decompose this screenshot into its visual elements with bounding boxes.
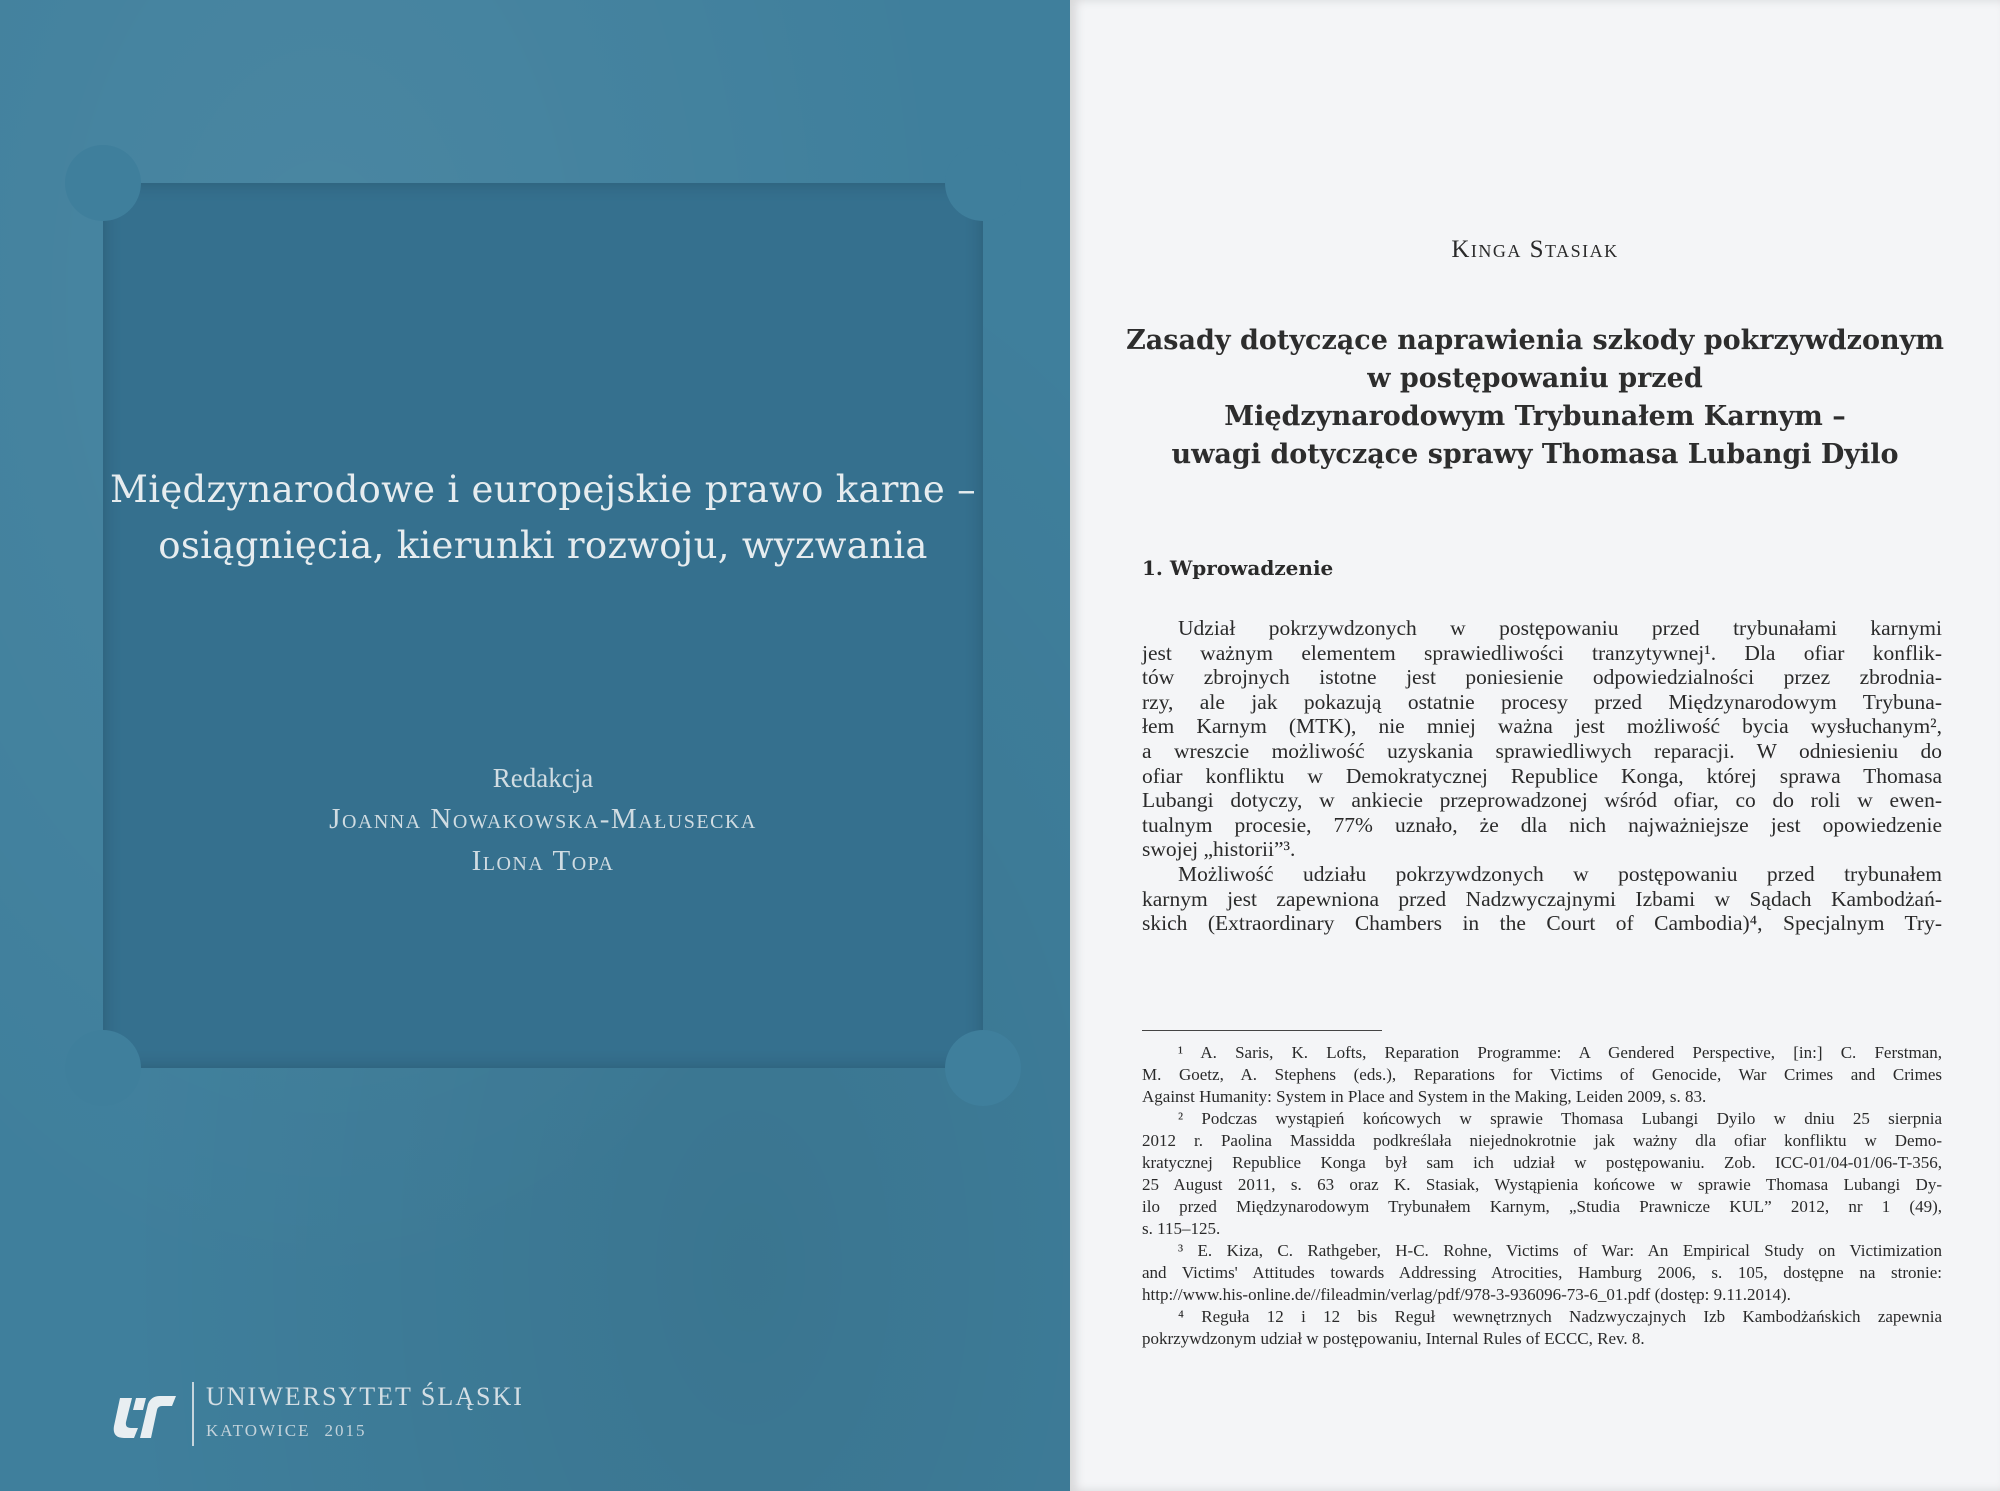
footnote-line: ilo przed Międzynarodowym Trybunałem Karnym, „Studia Prawnicze KUL” 2012, nr 1 (49), xyxy=(1142,1197,1942,1216)
body-line: Udział pokrzywdzonych w postępowaniu przed trybunałami karnymi xyxy=(1178,616,1942,640)
footnote-line: ⁴ Reguła 12 i 12 bis Reguł wewnętrznych Nadzwyczajnych Izb Kambodżańskich zapewnia xyxy=(1178,1307,1942,1326)
publisher-block xyxy=(110,1378,590,1448)
publisher-city: KATOWICE xyxy=(206,1421,311,1440)
publisher-name: UNIWERSYTET ŚLĄSKI xyxy=(206,1382,524,1411)
panel-corner-notch xyxy=(945,1030,1021,1106)
footnote-line: 2012 r. Paolina Massidda podkreślała niejednokrotnie jak ważny dla ofiar konfliktu w Demo- xyxy=(1142,1131,1942,1150)
footnote-separator xyxy=(1142,1030,1382,1031)
footnotes xyxy=(1142,1042,1942,1350)
footnote-line: ¹ A. Saris, K. Lofts, Reparation Programme: A Gendered Perspective, [in:] C. Ferstman, xyxy=(1178,1043,1942,1062)
footnote-line: and Victims' Attitudes towards Addressing Atrocities, Hamburg 2006, s. 105, dostępne na stronie: xyxy=(1142,1263,1942,1282)
body-line: karnym jest zapewniona przed Nadzwyczajnymi Izbami w Sądach Kambodżań- xyxy=(1142,886,1942,911)
footnote-line: M. Goetz, A. Stephens (eds.), Reparations for Victims of Genocide, War Crimes and Crimes xyxy=(1142,1065,1942,1084)
panel-corner-notch xyxy=(65,145,141,221)
cover-title-line: Międzynarodowe i europejskie prawo karne – xyxy=(110,468,976,511)
article-title-line: uwagi dotyczące sprawy Thomasa Lubangi Dyilo xyxy=(1171,439,1899,470)
publisher-divider xyxy=(192,1382,194,1446)
footnote-line: ³ E. Kiza, C. Rathgeber, H-C. Rohne, Victims of War: An Empirical Study on Victimization xyxy=(1178,1241,1942,1260)
panel-corner-notch xyxy=(945,145,1021,221)
article-title-line: w postępowaniu przed xyxy=(1367,363,1703,394)
body-line: skich (Extraordinary Chambers in the Court of Cambodia)⁴, Specjalnym Try- xyxy=(1142,911,1942,936)
footnote-line: s. 115–125. xyxy=(1142,1219,1221,1238)
cover-editors xyxy=(103,758,983,882)
article-author: Kinga Stasiak xyxy=(1451,236,1619,263)
footnote-line: kratycznej Republice Konga był sam ich udział w postępowaniu. Zob. ICC-01/04-01/06-T-356, xyxy=(1142,1153,1942,1172)
cover-title xyxy=(103,462,983,574)
footnote-line: 25 August 2011, s. 63 oraz K. Stasiak, Wystąpienia końcowe w sprawie Thomasa Lubangi Dy- xyxy=(1142,1175,1942,1194)
body-line: Możliwość udziału pokrzywdzonych w postępowaniu przed trybunałem xyxy=(1178,861,1942,886)
body-line: Lubangi dotyczy, w ankiecie przeprowadzonej wśród ofiar, co do roli w ewen- xyxy=(1142,788,1942,813)
body-line: a wreszcie możliwość uzyskania sprawiedliwych reparacji. W odniesieniu do xyxy=(1142,738,1942,763)
body-line: tualnym procesie, 77% uznało, że dla nich najważniejsze jest opowiedzenie xyxy=(1142,812,1942,837)
body-line: łem Karnym (MTK), nie mniej ważna jest możliwość bycia wysłuchanym², xyxy=(1142,714,1942,739)
section-heading: 1. Wprowadzenie xyxy=(1142,556,1334,580)
footnote-line: pokrzywdzonym udział w postępowaniu, Internal Rules of ECCC, Rev. 8. xyxy=(1142,1329,1645,1348)
article-page xyxy=(1070,0,2000,1491)
editor-name: Ilona Topa xyxy=(471,845,615,877)
footnote-line: Against Humanity: System in Place and System in the Making, Leiden 2009, s. 83. xyxy=(1142,1087,1707,1106)
body-text xyxy=(1142,616,1942,936)
footnote-line: ² Podczas wystąpień końcowych w sprawie Thomasa Lubangi Dyilo w dniu 25 sierpnia xyxy=(1178,1109,1942,1128)
article-title xyxy=(1070,322,2000,474)
body-line: jest ważnym elementem sprawiedliwości tranzytywnej¹. Dla ofiar konflik- xyxy=(1142,640,1942,665)
cover-title-panel xyxy=(103,183,983,1068)
article-title-line: Międzynarodowym Trybunałem Karnym – xyxy=(1224,401,1846,432)
publisher-place xyxy=(206,1421,380,1441)
body-line: ofiar konfliktu w Demokratycznej Republice Konga, której sprawa Thomasa xyxy=(1142,763,1942,788)
editors-label: Redakcja xyxy=(492,763,594,793)
panel-corner-notch xyxy=(65,1030,141,1106)
publisher-year: 2015 xyxy=(324,1421,367,1440)
footnote-line: http://www.his-online.de//fileadmin/verlag/pdf/978-3-936096-73-6_01.pdf (dostęp: 9.11.2014). xyxy=(1142,1285,1791,1304)
uniwersytet-slaski-logo-icon xyxy=(110,1390,180,1440)
body-line: tów zbrojnych istotne jest poniesienie odpowiedzialności przez zbrodnia- xyxy=(1142,665,1942,690)
body-line: swojej „historii”³. xyxy=(1142,837,1296,862)
article-title-line: Zasady dotyczące naprawienia szkody pokrzywdzonym xyxy=(1126,325,1944,356)
body-line: rzy, ale jak pokazują ostatnie procesy przed Międzynarodowym Trybuna- xyxy=(1142,689,1942,714)
editor-name: Joanna Nowakowska-Małusecka xyxy=(329,803,757,835)
cover-title-line: osiągnięcia, kierunki rozwoju, wyzwania xyxy=(158,524,928,568)
